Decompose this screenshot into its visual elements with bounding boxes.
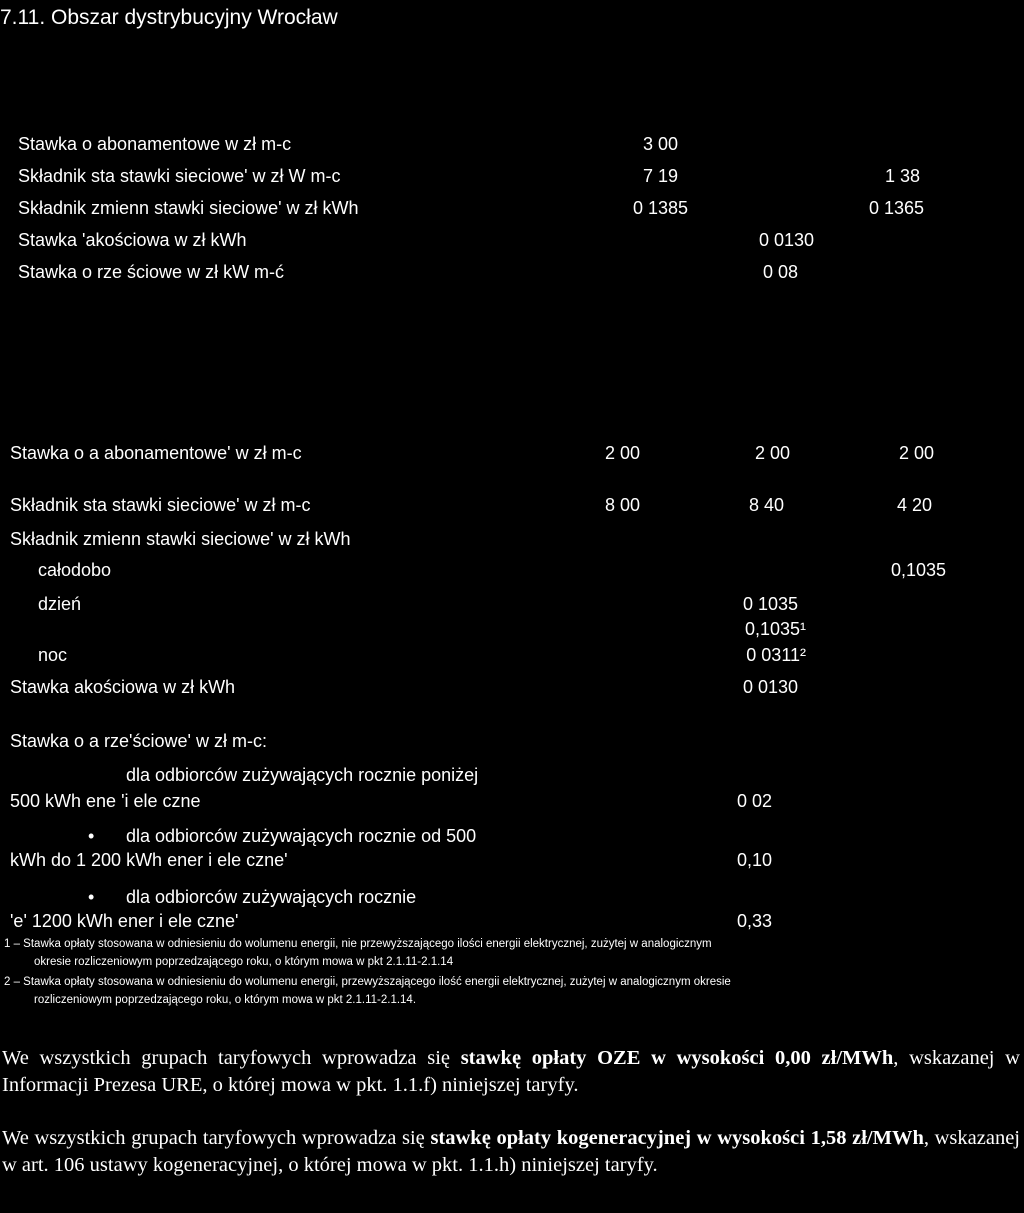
paragraph-oze-text-end: , wskazanej w Informacji Prezesa URE, o której mowa w pkt. 1.1.f) niniejszej taryfy. <box>2 1047 1020 1096</box>
t2-r5b-v2: 0,1035¹ <box>744 619 806 639</box>
t2-r4-label: całodobo <box>38 560 112 580</box>
t2-r9-v2: 0 02 <box>736 791 772 811</box>
t2-r10-v2: 0,10 <box>736 850 772 870</box>
t2-r1-v3: 2 00 <box>898 443 934 463</box>
paragraph-cogeneration <box>2 1125 1020 1179</box>
t2-r3-label: Składnik zmienn stawki sieciowe' w zł kWh <box>10 529 351 549</box>
t1-row5-label: Stawka o rze ściowe w zł kW m-ć <box>18 262 285 282</box>
t1-row3-v3: 0 1365 <box>868 198 924 218</box>
paragraph-oze-bold: stawkę opłaty OZE w wysokości 0,00 zł/MWh <box>460 1047 894 1069</box>
t2-r1-v2: 2 00 <box>754 443 790 463</box>
t2-r10-label-b: kWh do 1 200 kWh ener i ele czne' <box>10 850 288 870</box>
t2-r2-v1: 8 00 <box>604 495 640 515</box>
t1-row1-label: Stawka o abonamentowe w zł m-c <box>18 134 292 154</box>
t2-r1-v1: 2 00 <box>604 443 640 463</box>
t1-row4-label: Stawka 'akościowa w zł kWh <box>18 230 247 250</box>
t2-r8-label: Stawka o a rze'ściowe' w zł m-c: <box>10 731 267 751</box>
paragraph-cogeneration-text-end: , wskazanej w art. 106 ustawy kogeneracyjnej, o której mowa w pkt. 1.1.h) niniejszej taryfy. <box>2 1127 1020 1176</box>
t2-r2-label: Składnik sta stawki sieciowe' w zł m-c <box>10 495 311 515</box>
t2-r2-v3: 4 20 <box>896 495 932 515</box>
t2-r6-label: noc <box>38 645 68 665</box>
t2-r5-v2: 0 1035 <box>742 594 798 614</box>
t1-row5-v2: 0 08 <box>762 262 798 282</box>
t2-r7-label: Stawka akościowa w zł kWh <box>10 677 236 697</box>
footnote-1-line-1: 1 – Stawka opłaty stosowana w odniesieniu do wolumenu energii, nie przewyższającego ilości energii elektrycznej, zużytej w analogicznym <box>4 938 712 950</box>
t1-row4-v2: 0 0130 <box>758 230 814 250</box>
t1-row1-v1: 3 00 <box>642 134 678 154</box>
section-title: 7.11. Obszar dystrybucyjny Wrocław <box>0 6 338 29</box>
t1-row3-v1: 0 1385 <box>632 198 688 218</box>
t1-row2-v1: 7 19 <box>642 166 678 186</box>
bullet-icon: • <box>88 887 95 907</box>
footnote-2-line-2: rozliczeniowym poprzedzającego roku, o którym mowa w pkt 2.1.11-2.1.14. <box>34 994 417 1006</box>
t2-r11-v2: 0,33 <box>736 911 772 931</box>
t2-r11-label-b: 'e' 1200 kWh ener i ele czne' <box>10 911 239 931</box>
paragraph-oze-text: We wszystkich grupach taryfowych wprowadza się <box>2 1047 461 1069</box>
footnote-1-line-2: okresie rozliczeniowym poprzedzającego roku, o którym mowa w pkt 2.1.11-2.1.14 <box>34 956 454 968</box>
t2-r9-label-b: 500 kWh ene 'i ele czne <box>10 791 201 811</box>
t2-r1-label: Stawka o a abonamentowe' w zł m-c <box>10 443 302 463</box>
bullet-icon: • <box>88 826 95 846</box>
t2-r7-v2: 0 0130 <box>742 677 798 697</box>
t2-r11-label-a: dla odbiorców zużywających rocznie <box>126 887 417 907</box>
t2-r9-label-a: dla odbiorców zużywających rocznie poniżej <box>126 765 479 785</box>
t2-r10-label-a: dla odbiorców zużywających rocznie od 500 <box>126 826 477 846</box>
t1-row3-label: Składnik zmienn stawki sieciowe' w zł kWh <box>18 198 359 218</box>
t2-r5-label: dzień <box>38 594 82 614</box>
paragraph-oze <box>2 1045 1020 1099</box>
t2-r6-v2: 0 0311² <box>746 645 806 665</box>
paragraph-cogeneration-text: We wszystkich grupach taryfowych wprowadza się <box>2 1127 431 1149</box>
t1-row2-label: Składnik sta stawki sieciowe' w zł W m-c <box>18 166 341 186</box>
paragraph-cogeneration-bold: stawkę opłaty kogeneracyjnej w wysokości 1,58 zł/MWh <box>430 1127 924 1149</box>
t1-row2-v3: 1 38 <box>884 166 920 186</box>
t2-r2-v2: 8 40 <box>748 495 784 515</box>
t2-r4-v3: 0,1035 <box>890 560 946 580</box>
footnote-2-line-1: 2 – Stawka opłaty stosowana w odniesieniu do wolumenu energii, przewyższającego ilość energii elektrycznej, zużytej w analogicznym okresie <box>4 976 731 988</box>
